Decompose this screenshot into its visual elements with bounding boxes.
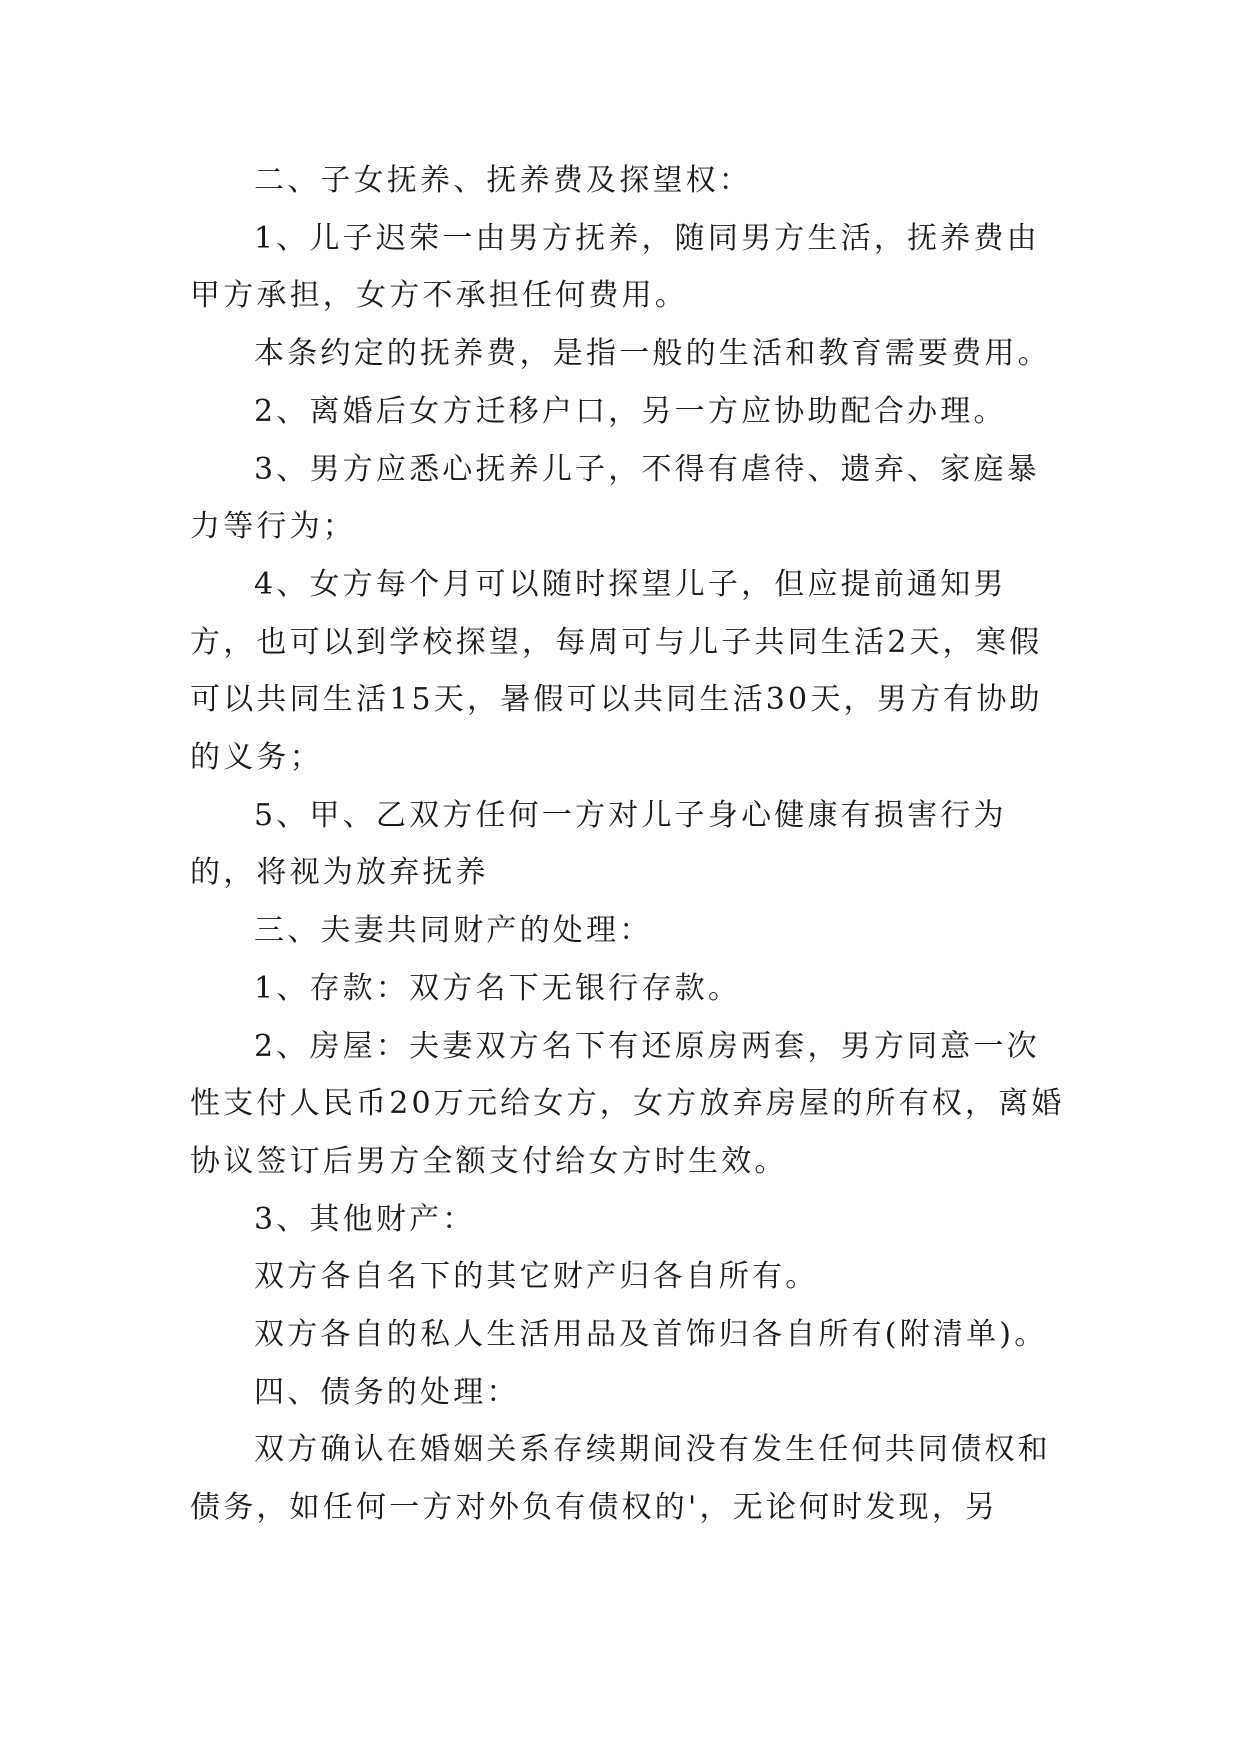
clause-property-other-heading: 3、其他财产：: [254, 1201, 476, 1237]
clause-debts: 双方确认在婚姻关系存续期间没有发生任何共同债权和债务，如任何一方对外负有债权的'，无论何时发现，另: [190, 1432, 1051, 1526]
section-heading-joint-property: 三、夫妻共同财产的处理：: [254, 913, 653, 949]
clause-custody-1: 1、儿子迟荣一由男方抚养，随同男方生活，抚养费由甲方承担，女方不承担任何费用。: [190, 220, 1040, 314]
clause-custody-3: 3、男方应悉心抚养儿子，不得有虐待、遗弃、家庭暴力等行为；: [190, 451, 1040, 545]
clause-property-other-2: 双方各自的私人生活用品及首饰归各自所有(附清单)。: [254, 1317, 1048, 1353]
clause-custody-fee-note: 本条约定的抚养费，是指一般的生活和教育需要费用。: [254, 336, 1051, 372]
clause-custody-2: 2、离婚后女方迁移户口，另一方应协助配合办理。: [254, 393, 1007, 429]
clause-custody-5: 5、甲、乙双方任何一方对儿子身心健康有损害行为的，将视为放弃抚养: [190, 797, 1007, 891]
clause-property-deposits: 1、存款：双方名下无银行存款。: [254, 970, 742, 1006]
clause-custody-4: 4、女方每个月可以随时探望儿子，但应提前通知男方，也可以到学校探望，每周可与儿子共同生活2天，寒假可以共同生活15天，暑假可以共同生活30天，男方有协助的义务；: [190, 566, 1043, 776]
clause-property-other-1: 双方各自名下的其它财产归各自所有。: [254, 1259, 819, 1295]
clause-property-house: 2、房屋：夫妻双方名下有还原房两套，男方同意一次性支付人民币20万元给女方，女方放弃房屋的所有权，离婚协议签订后男方全额支付给女方时生效。: [190, 1028, 1065, 1179]
document-body: [190, 152, 1070, 1537]
section-heading-debts: 四、债务的处理：: [254, 1374, 520, 1410]
section-heading-child-custody: 二、子女抚养、抚养费及探望权：: [254, 163, 752, 198]
